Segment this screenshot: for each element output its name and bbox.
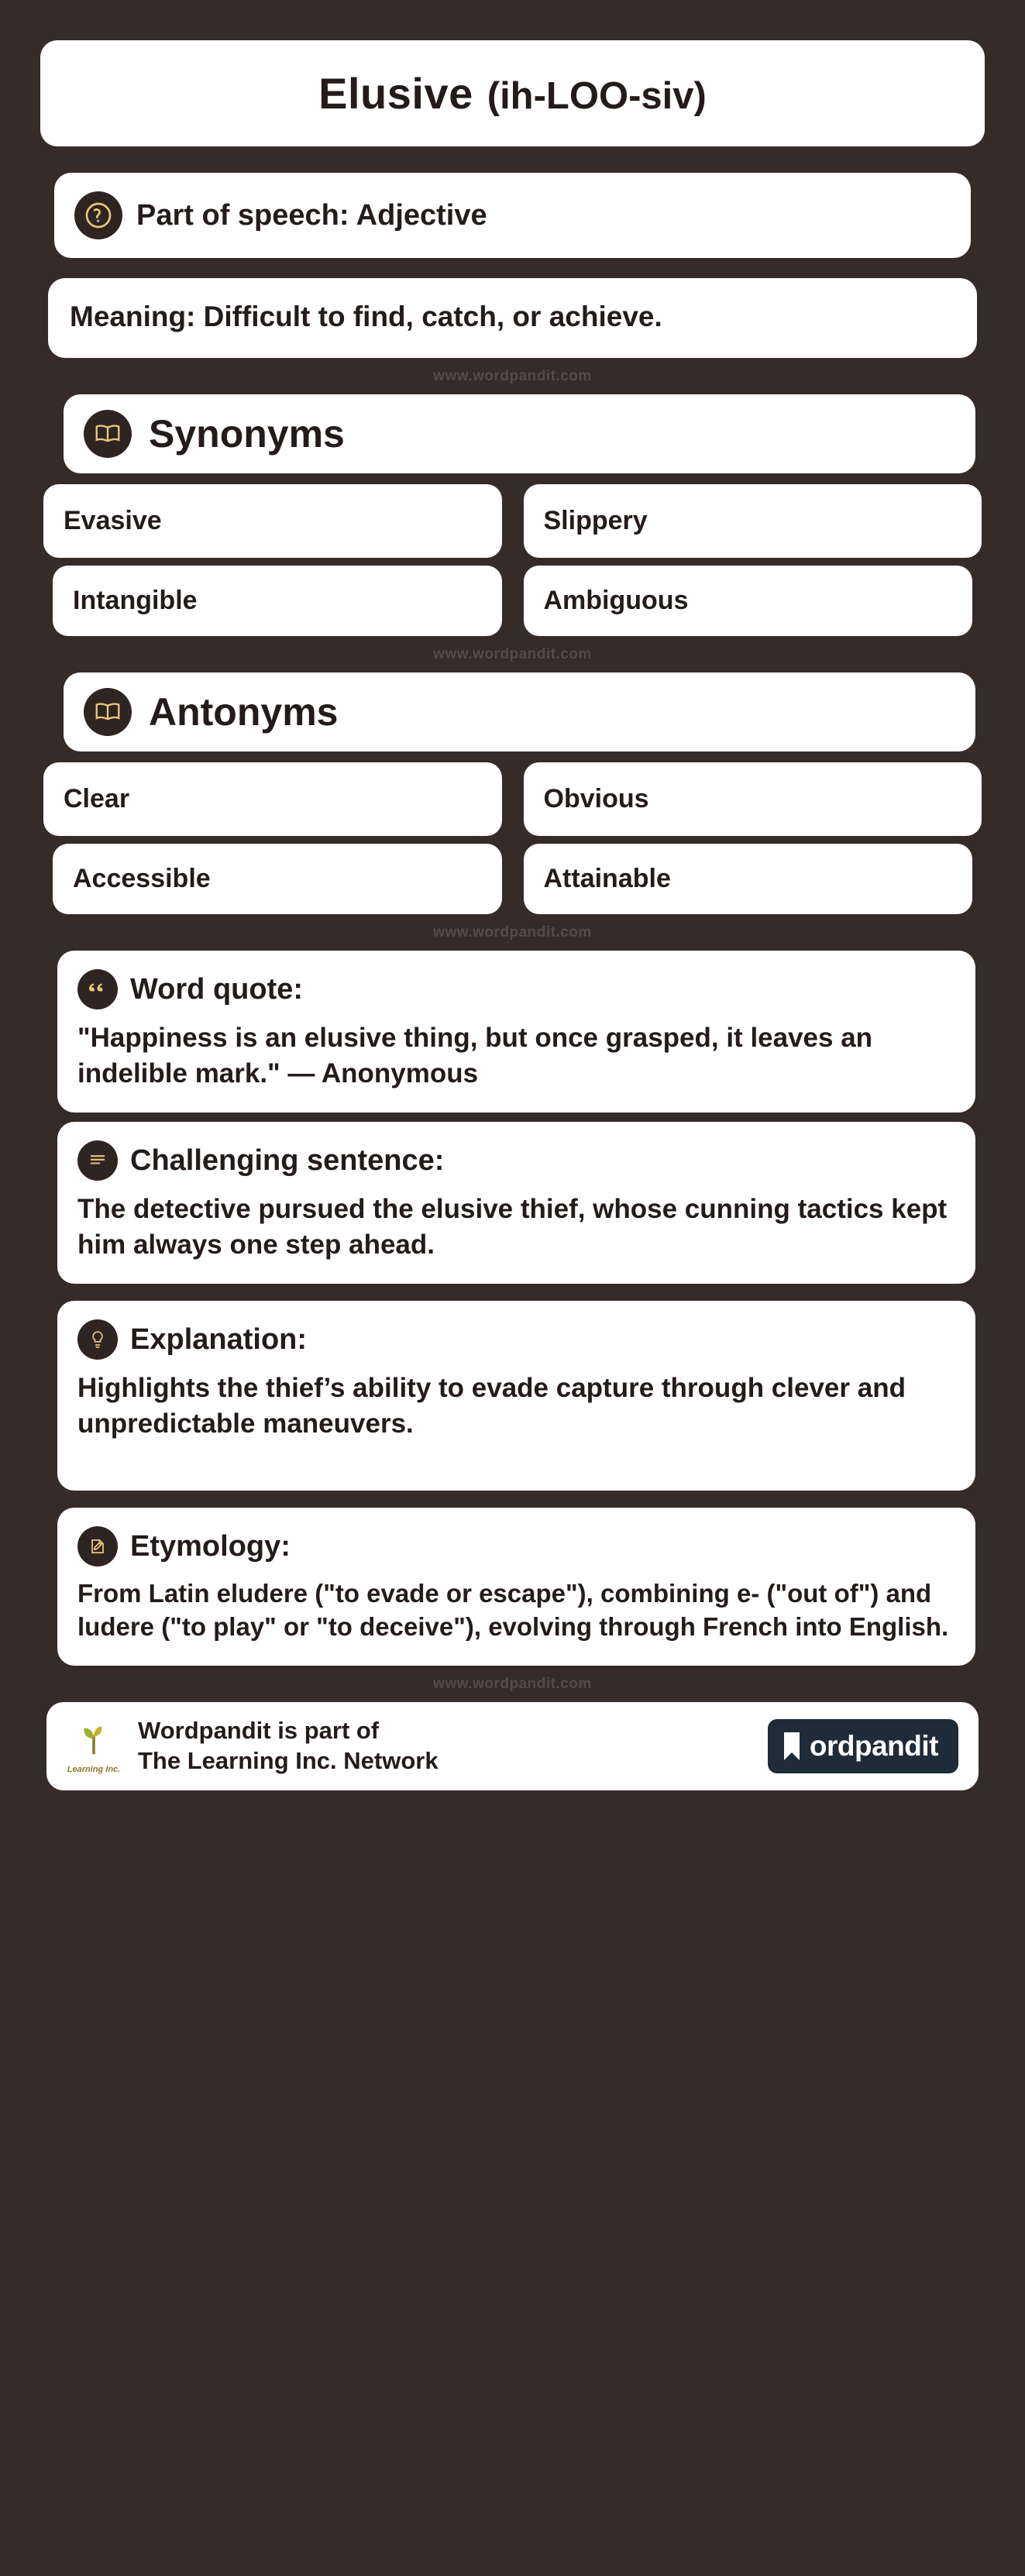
challenging-sentence-card [57, 1122, 975, 1284]
logo-caption: Learning Inc. [67, 1765, 121, 1775]
synonym-item: Slippery [524, 484, 982, 558]
antonym-item: Accessible [53, 844, 502, 914]
antonym-item: Obvious [524, 762, 982, 836]
learning-inc-tree-logo [67, 1718, 121, 1774]
synonyms-grid [40, 484, 985, 636]
etymology-title: Etymology: [130, 1529, 291, 1563]
lightbulb-icon [77, 1319, 118, 1360]
part-of-speech-card [54, 173, 971, 258]
synonyms-title: Synonyms [149, 412, 345, 456]
watermark-2: www.wordpandit.com [433, 646, 592, 663]
bookmark-icon [782, 1731, 802, 1762]
footer-text [138, 1716, 751, 1776]
synonyms-header-card [64, 394, 975, 473]
pronunciation: (ih-LOO-siv) [487, 75, 707, 117]
document-lines-icon [77, 1140, 118, 1181]
writing-hand-icon [77, 1526, 118, 1567]
antonym-item: Clear [43, 762, 502, 836]
word-title-card [40, 40, 985, 146]
word-quote-text: "Happiness is an elusive thing, but once grasped, it leaves an indelible mark." — Anonymous [77, 1023, 873, 1089]
challenging-sentence-text: The detective pursued the elusive thief, whose cunning tactics kept him always one step ahead. [77, 1194, 948, 1260]
footer-line-2: The Learning Inc. Network [138, 1746, 439, 1774]
speaking-head-icon [74, 191, 122, 239]
explanation-header [77, 1319, 955, 1360]
challenging-sentence-title: Challenging sentence: [130, 1144, 445, 1177]
antonym-item: Attainable [524, 844, 973, 914]
etymology-header [77, 1526, 955, 1567]
explanation-title: Explanation: [130, 1322, 308, 1356]
synonym-item: Intangible [53, 566, 502, 636]
etymology-card [57, 1508, 975, 1666]
footer-line-1: Wordpandit is part of [138, 1717, 380, 1745]
synonym-item: Evasive [43, 484, 502, 558]
explanation-card [57, 1301, 975, 1491]
synonym-item: Ambiguous [524, 566, 973, 636]
open-book-icon [84, 410, 132, 458]
wordpandit-badge-text: ordpandit [809, 1729, 938, 1762]
etymology-text: From Latin eludere ("to evade or escape"), combining e- ("out of") and ludere ("to play" or "to deceive"), evolving through French into English. [77, 1579, 949, 1642]
meaning-card [48, 278, 977, 358]
word-quote-card [57, 951, 975, 1113]
part-of-speech-text: Part of speech: Adjective [136, 198, 487, 232]
antonyms-grid [40, 762, 985, 914]
antonyms-header-card [64, 672, 975, 751]
word-quote-header [77, 969, 955, 1009]
quote-icon [77, 969, 118, 1009]
page-title: Elusive [318, 69, 473, 118]
open-book-icon [84, 688, 132, 736]
footer-card [46, 1702, 979, 1790]
challenging-sentence-header [77, 1140, 955, 1181]
meaning-text: Meaning: Difficult to find, catch, or achieve. [70, 301, 662, 332]
watermark-1: www.wordpandit.com [433, 368, 592, 385]
watermark-4: www.wordpandit.com [433, 1676, 592, 1693]
explanation-text: Highlights the thief’s ability to evade capture through clever and unpredictable maneuvers. [77, 1373, 906, 1439]
word-quote-title: Word quote: [130, 972, 304, 1006]
antonyms-title: Antonyms [149, 690, 339, 734]
watermark-3: www.wordpandit.com [433, 924, 592, 941]
wordpandit-badge [768, 1719, 958, 1773]
